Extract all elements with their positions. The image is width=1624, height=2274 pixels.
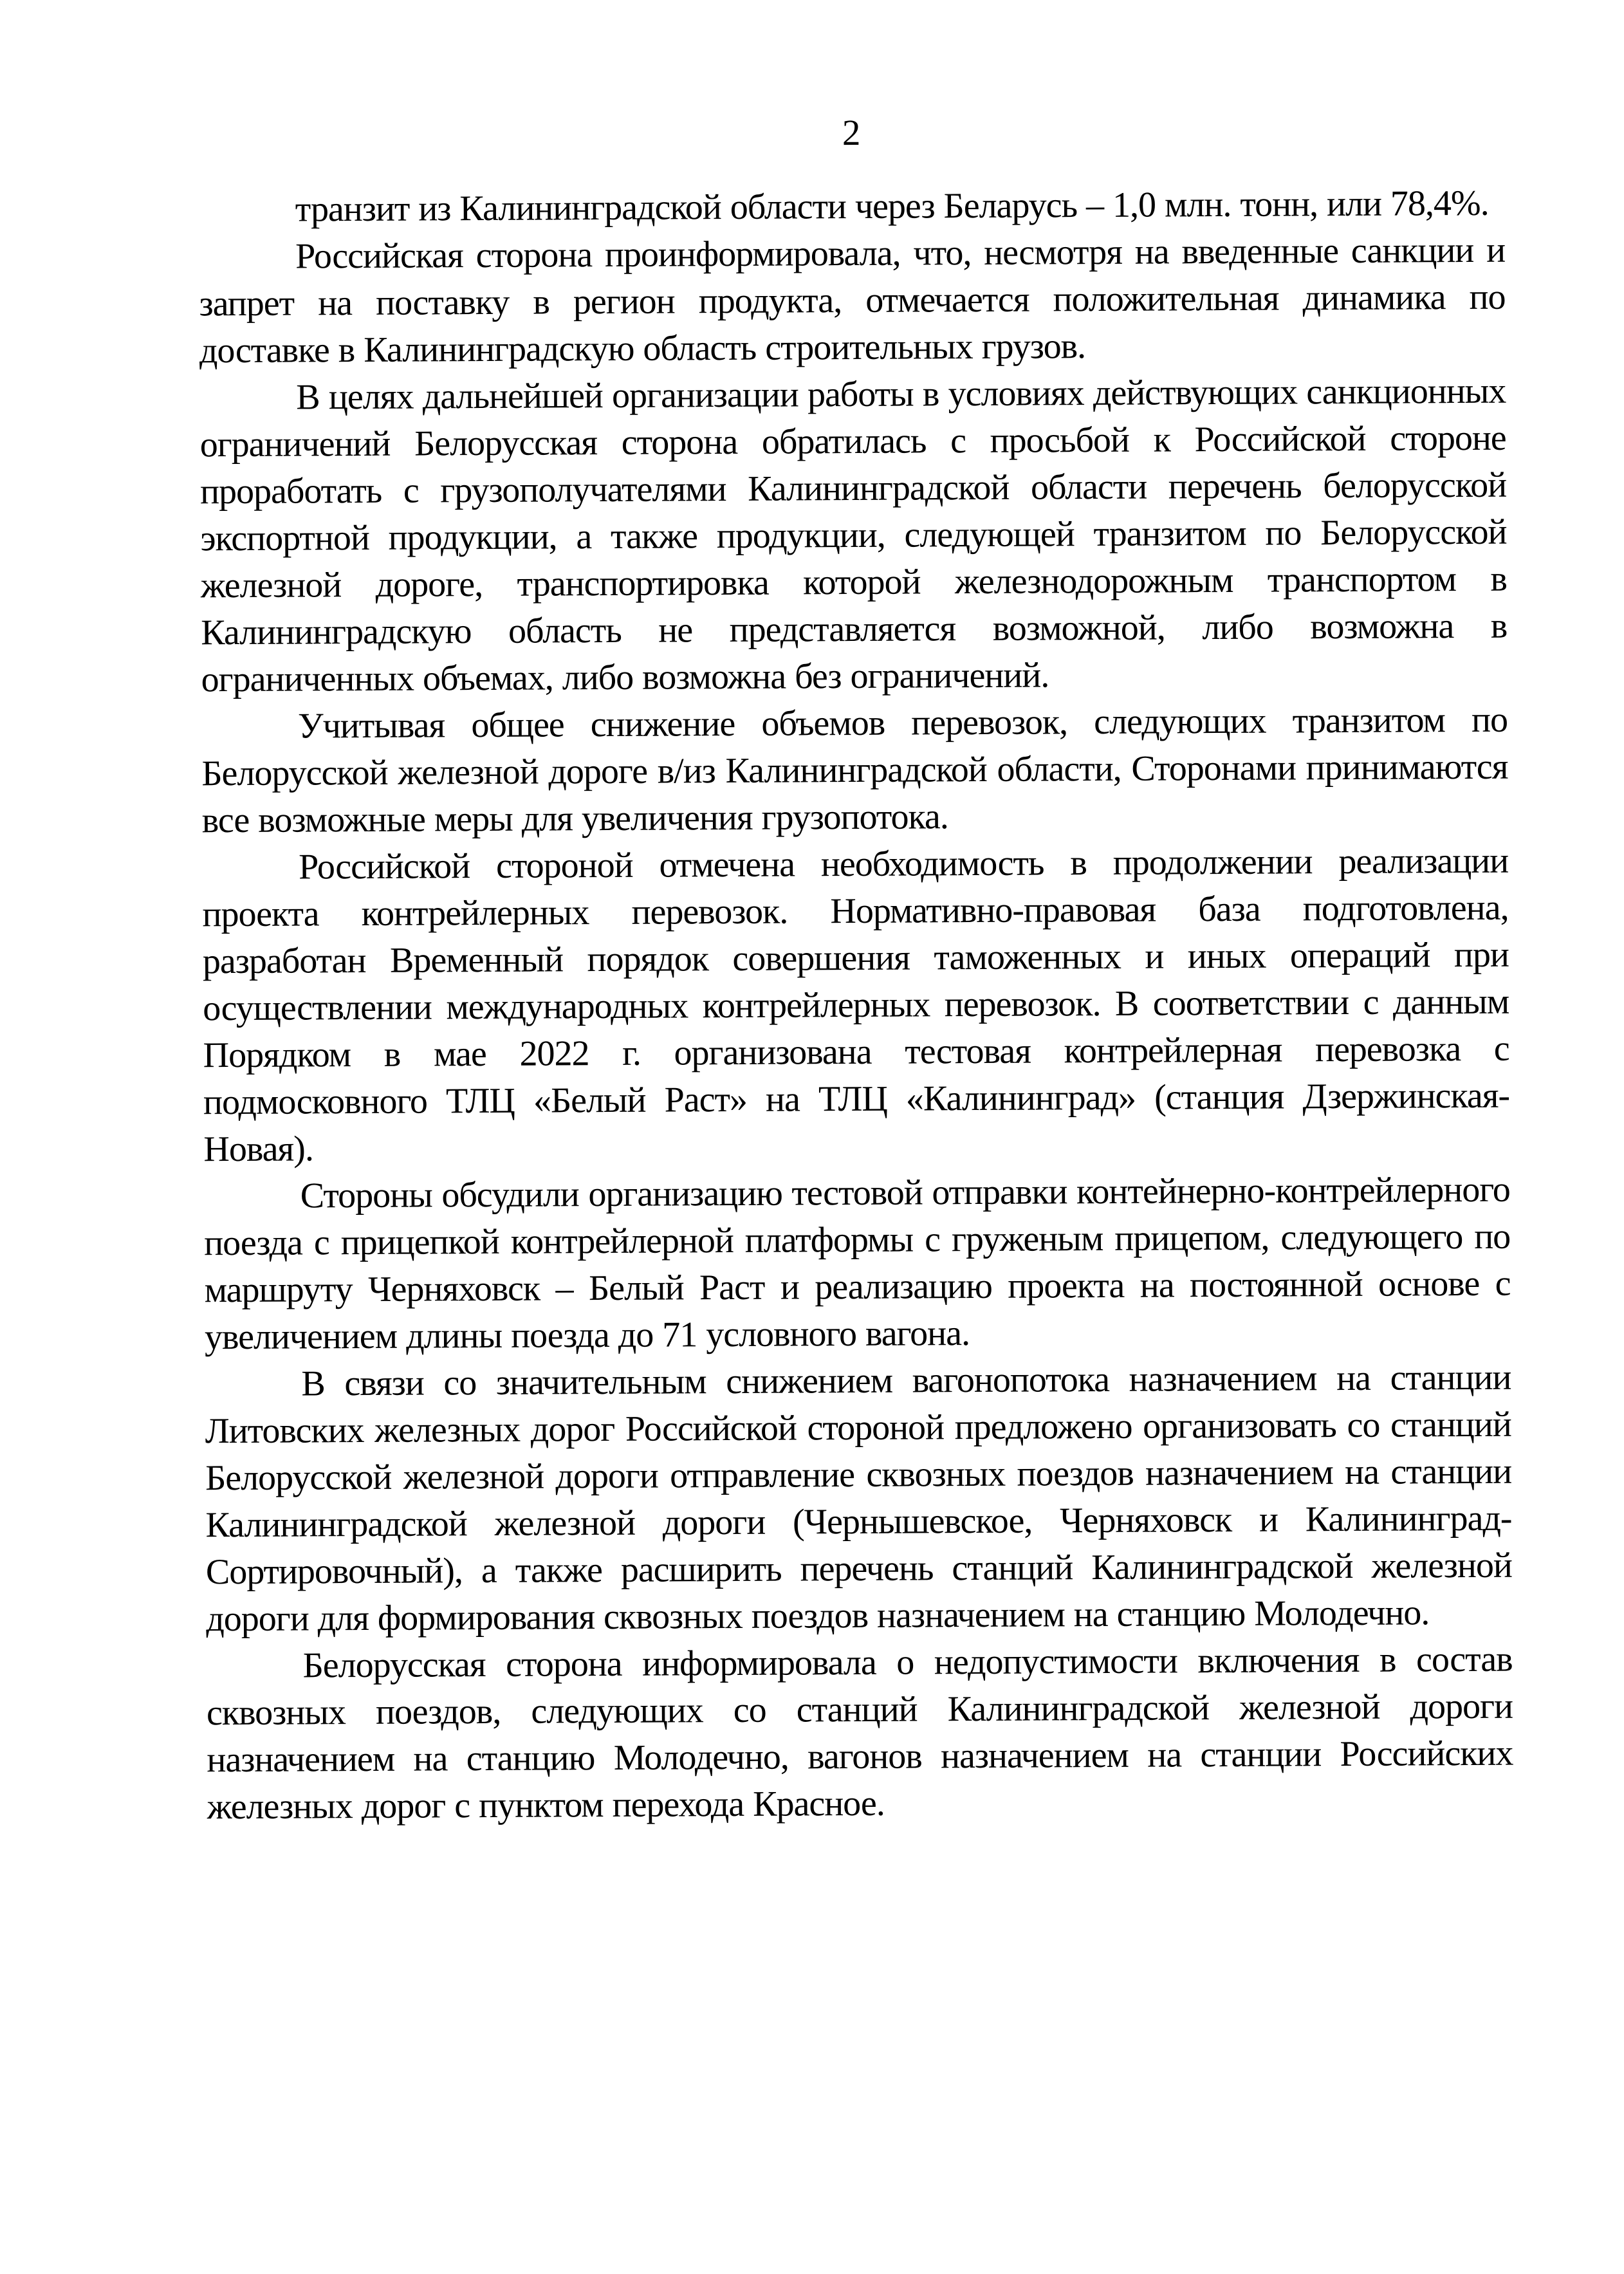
paragraph-through-trains-proposal: В связи со значительным снижением вагонопотока назначением на станции Литовских железных дорог Российской стороной предложено организовать со станций Белорусской железной дороги отправление сквозных поездов назначением на станции Калининградской железной дороги (Чернышевское, Черняховск и Калининград-Сортировочный), а также расширить перечень станций Калининградской железной дороги для формирования сквозных поездов назначением на станцию Молодечно. [205, 1357, 1513, 1640]
page-content [198, 106, 1513, 1831]
paragraph-test-train-dispatch: Стороны обсудили организацию тестовой отправки контейнерно-контрейлерного поезда с прицепкой контрейлерной платформы с груженым прицепом, следующего по маршруту Черняховск – Белый Раст и реализацию проекта на постоянной основе с увеличением длины поезда до 71 условного вагона. [204, 1169, 1511, 1358]
page-number: 2 [842, 112, 861, 154]
paragraph-volume-decline-measures: Учитывая общее снижение объемов перевозок, следующих транзитом по Белорусской железной дороге в/из Калининградской области, Сторонами принимаются все возможные меры для увеличения грузопотока. [201, 699, 1508, 841]
paragraph-piggyback-project: Российской стороной отмечена необходимость в продолжении реализации проекта контрейлерных перевозок. Нормативно-правовая база подготовлена, разработан Временный порядок совершения таможенных и иных операций при осуществлении международных контрейлерных перевозок. В соответствии с данным Порядком в мае 2022 г. организована тестовая контрейлерная перевозка с подмосковного ТЛЦ «Белый Раст» на ТЛЦ «Калининград» (станция Дзержинская-Новая). [202, 840, 1510, 1170]
paragraph-belarus-side-inadmissibility: Белорусская сторона информировала о недопустимости включения в состав сквозных поездов, следующих со станций Калининградской железной дороги назначением на станцию Молодечно, вагонов назначением на станции Российских железных дорог с пунктом перехода Красное. [206, 1639, 1513, 1827]
paragraph-transit-volume: транзит из Калининградской области через Беларусь – 1,0 млн. тонн, или 78,4%. [295, 183, 1489, 230]
paragraph-russian-side-informed: Российская сторона проинформировала, что, несмотря на введенные санкции и запрет на поставку в регион продукта, отмечается положительная динамика по доставке в Калининградскую область строительных грузов. [199, 230, 1506, 371]
paragraph-sanctions-request: В целях дальнейшей организации работы в условиях действующих санкционных ограничений Белорусская сторона обратилась с просьбой к Российской стороне проработать с грузополучателями Калининградской области перечень белорусской экспортной продукции, а также продукции, следующей транзитом по Белорусской железной дороге, транспортировка которой железнодорожным транспортом в Калининградскую область не представляется возможной, либо возможна в ограниченных объемах, либо возможна без ограничений. [199, 371, 1508, 700]
document-body [199, 180, 1513, 1831]
